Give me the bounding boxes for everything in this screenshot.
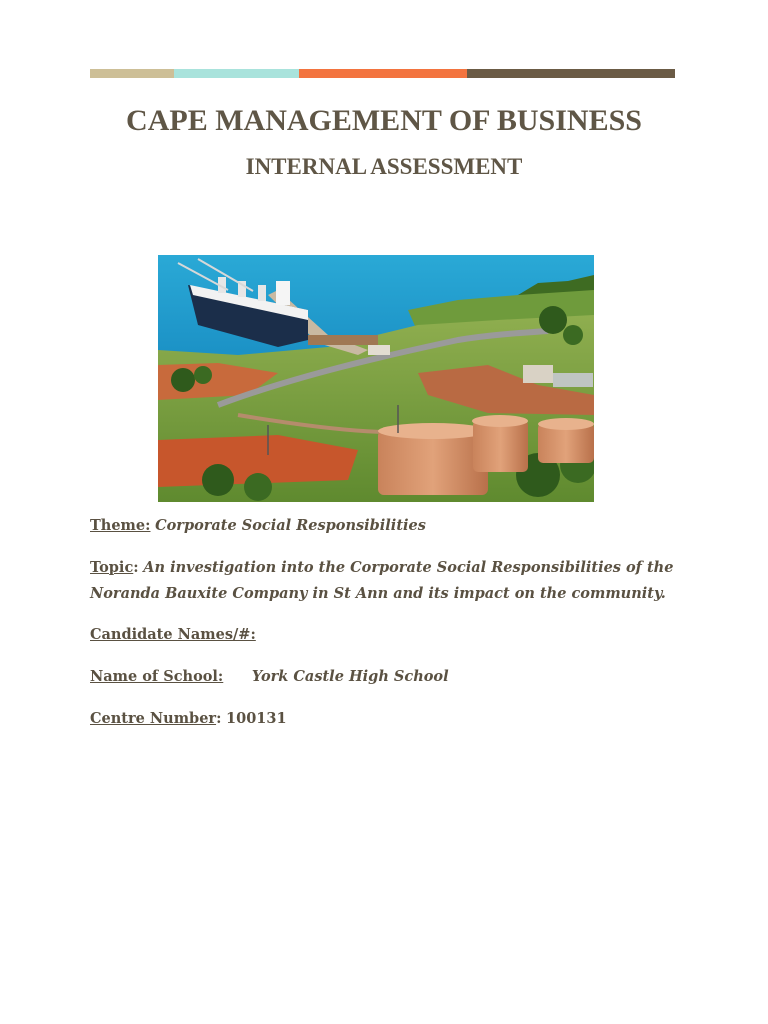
theme-label: Theme: <box>90 517 151 534</box>
header-bar-segment-2 <box>174 69 299 78</box>
document-subtitle: INTERNAL ASSESSMENT <box>245 154 523 179</box>
school-label: Name of School: <box>90 668 224 685</box>
header-bar-segment-3 <box>299 69 467 78</box>
centre-value: 100131 <box>226 710 287 727</box>
candidates-field <box>90 622 690 648</box>
centre-label: Centre Number <box>90 710 217 727</box>
centre-field <box>90 706 690 732</box>
theme-field <box>90 513 690 539</box>
header-bar-segment-1 <box>90 69 174 78</box>
topic-separator: : <box>133 559 139 576</box>
centre-separator: : <box>216 710 222 727</box>
bauxite-port-photo <box>158 255 594 502</box>
school-field <box>90 664 690 690</box>
topic-value: An investigation into the Corporate Social Responsibilities of the Noranda Bauxite Company in St Ann and its impact on the community. <box>90 559 674 602</box>
theme-value: Corporate Social Responsibilities <box>155 517 426 534</box>
topic-label: Topic <box>90 559 134 576</box>
header-bar-segment-4 <box>467 69 675 78</box>
candidates-label: Candidate Names/#: <box>90 626 256 643</box>
school-value: York Castle High School <box>251 668 449 685</box>
topic-field <box>90 555 690 607</box>
document-title: CAPE MANAGEMENT OF BUSINESS <box>126 104 642 137</box>
